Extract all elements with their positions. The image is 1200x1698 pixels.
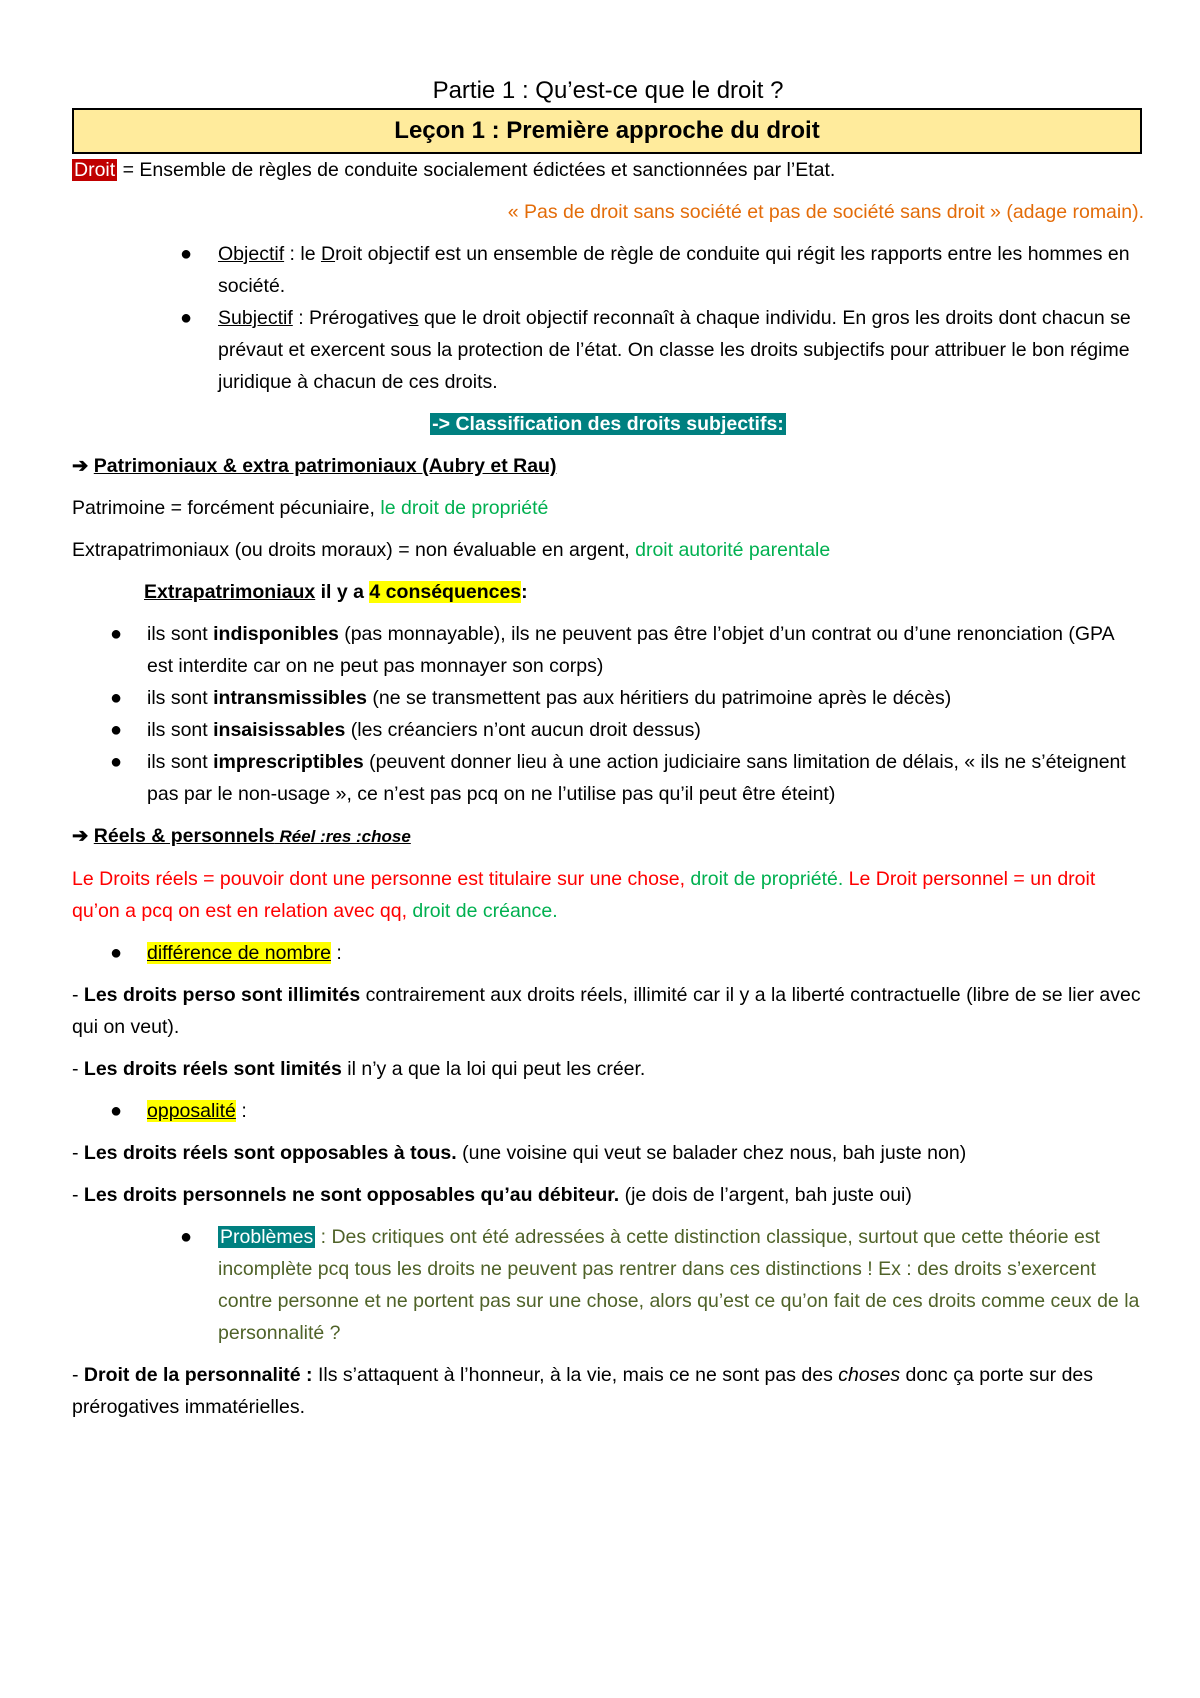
classification-paragraph xyxy=(72,408,1144,440)
item-text: (les créanciers n’ont aucun droit dessus) xyxy=(345,719,701,741)
patrimoine-example: le droit de propriété xyxy=(380,497,549,519)
section2-heading-row xyxy=(72,820,1144,853)
list-item xyxy=(72,714,1144,746)
difference-list xyxy=(72,937,1144,969)
consequences-mid: il y a xyxy=(315,581,370,603)
item-prefix: ils sont xyxy=(147,687,214,709)
problemes-label: Problèmes xyxy=(220,1226,314,1248)
page-title: Partie 1 : Qu’est-ce que le droit ? xyxy=(432,77,784,104)
subjectif-text-b: que le droit objectif reconnaît à chaque individu. En gros les droits dont chacun se prévaut et exercent sous la protection de l’état. On classe les droits subjectifs pour attribuer le bon régime juridique à chacun de ces droits. xyxy=(218,307,1131,393)
adage-quote: « Pas de droit sans société et pas de société sans droit » xyxy=(507,201,1001,223)
bullet-icon: ● xyxy=(180,1226,193,1248)
opposalite-colon: : xyxy=(235,1100,247,1122)
subjectif-term: Subjectif xyxy=(218,307,293,329)
list-item xyxy=(72,1221,1144,1349)
dash: - xyxy=(72,1142,84,1164)
section2-heading: Réels & personnels xyxy=(93,825,275,847)
item-term: indisponibles xyxy=(213,623,339,645)
item-prefix: ils sont xyxy=(147,719,214,741)
objectif-term: Objectif xyxy=(218,243,285,265)
personnalite-bold: Droit de la personnalité : xyxy=(83,1364,313,1386)
list-item xyxy=(72,302,1144,398)
problemes-list xyxy=(72,1221,1144,1349)
list-item xyxy=(72,682,1144,714)
extra-text: Extrapatrimoniaux (ou droits moraux) = non évaluable en argent, xyxy=(72,539,636,561)
problemes-text: : Des critiques ont été adressées à cette distinction classique, surtout que cette théorie est incomplète pcq tous les droits ne peuvent pas rentrer dans ces distinctions ! Ex : des droits s’exercent contre personne et ne portent pas sur une chose, alors qu’est ce qu’on fait de ces droits comme ceux de la personnalité ? xyxy=(218,1226,1140,1344)
difference-2-text: il n’y a que la loi qui peut les créer. xyxy=(341,1058,646,1080)
opposalite-2-bold: Les droits personnels ne sont opposables qu’au débiteur. xyxy=(83,1184,620,1206)
bullet-icon: ● xyxy=(110,719,123,741)
classification-heading: -> Classification des droits subjectifs: xyxy=(432,413,784,435)
personnel-definition: Le Droit personnel = un droit qu’on a pcq on est en relation avec qq, xyxy=(72,868,1096,922)
list-item xyxy=(72,746,1144,810)
difference-label: différence de nombre xyxy=(147,942,331,964)
extra-example: droit autorité parentale xyxy=(635,539,831,561)
bullet-icon: ● xyxy=(110,687,123,709)
bullet-icon: ● xyxy=(110,942,123,964)
personnalite-italic: choses xyxy=(838,1364,901,1386)
objectif-letter: D xyxy=(320,243,336,265)
consequences-term: Extrapatrimoniaux xyxy=(144,581,316,603)
consequences-list xyxy=(72,618,1144,810)
consequences-highlight: 4 conséquences xyxy=(369,581,522,603)
opposalite-list xyxy=(72,1095,1144,1127)
objectif-text: roit objectif est un ensemble de règle de conduite qui régit les rapports entre les hommes en société. xyxy=(218,243,1130,297)
patrimoine-text: Patrimoine = forcément pécuniaire, xyxy=(72,497,381,519)
opposalite-point-2 xyxy=(72,1179,1144,1211)
adage-source: (adage romain). xyxy=(1000,201,1144,223)
patrimoine-paragraph xyxy=(72,492,1144,524)
dash: - xyxy=(72,984,84,1006)
list-item xyxy=(72,238,1144,302)
bullet-icon: ● xyxy=(110,623,123,645)
subjectif-underlined-letter: s xyxy=(408,307,419,329)
objectif-sep: : le xyxy=(284,243,321,265)
list-item xyxy=(72,618,1144,682)
difference-1-bold: Les droits perso sont illimités xyxy=(83,984,361,1006)
item-text: (peuvent donner lieu à une action judiciaire sans limitation de délais, « ils ne s’éteignent pas par le non-usage », ce n’est pas pcq on ne l’utilise pas qu’il peut être éteint) xyxy=(147,751,1126,805)
reels-definition: Le Droits réels = pouvoir dont une personne est titulaire sur une chose, xyxy=(72,868,691,890)
difference-point-1 xyxy=(72,979,1144,1043)
item-prefix: ils sont xyxy=(147,623,214,645)
item-term: intransmissibles xyxy=(213,687,368,709)
opposalite-1-bold: Les droits réels sont opposables à tous. xyxy=(83,1142,457,1164)
opposalite-point-1 xyxy=(72,1137,1144,1169)
personnalite-text-b: donc ça porte sur des prérogatives immatérielles. xyxy=(72,1364,1094,1418)
adage-paragraph xyxy=(72,196,1144,228)
personnel-example: droit de créance. xyxy=(412,900,558,922)
difference-1-text: contrairement aux droits réels, illimité car il y a la liberté contractuelle (libre de se lier avec qui on veut). xyxy=(72,984,1141,1038)
bullet-icon: ● xyxy=(110,1100,123,1122)
difference-colon: : xyxy=(330,942,342,964)
subjectif-text-a: : Prérogative xyxy=(292,307,409,329)
item-term: imprescriptibles xyxy=(213,751,364,773)
section1-heading-row xyxy=(72,450,1144,482)
difference-2-bold: Les droits réels sont limités xyxy=(83,1058,342,1080)
bullet-icon: ● xyxy=(180,307,193,329)
document-body xyxy=(72,74,1144,1423)
personnalite-text-a: Ils s’attaquent à l’honneur, à la vie, mais ce ne sont pas des xyxy=(312,1364,839,1386)
reels-example: droit de propriété. xyxy=(690,868,844,890)
dash: - xyxy=(72,1184,84,1206)
consequences-end: : xyxy=(521,581,528,603)
bullet-icon: ● xyxy=(180,243,193,265)
objective-subjective-list xyxy=(72,238,1144,398)
opposalite-1-text: (une voisine qui veut se balader chez nous, bah juste non) xyxy=(456,1142,967,1164)
definition-term: Droit xyxy=(74,159,116,181)
list-item xyxy=(72,937,1144,969)
section2-subheading: Réel :res :chose xyxy=(274,827,411,846)
item-text: (ne se transmettent pas aux héritiers du patrimoine après le décès) xyxy=(367,687,952,709)
opposalite-label: opposalité xyxy=(147,1100,236,1122)
arrow-right-icon: ➔ xyxy=(72,825,89,847)
dash: - xyxy=(72,1058,84,1080)
list-item xyxy=(72,1095,1144,1127)
item-term: insaisissables xyxy=(213,719,346,741)
definition-paragraph xyxy=(72,154,1144,186)
personnalite-paragraph xyxy=(72,1359,1144,1423)
difference-point-2 xyxy=(72,1053,1144,1085)
bullet-icon: ● xyxy=(110,751,123,773)
item-text: (pas monnayable), ils ne peuvent pas être l’objet d’un contrat ou d’une renonciation (GPA est interdite car on ne peut pas monnayer son corps) xyxy=(147,623,1114,677)
dash: - xyxy=(72,1364,84,1386)
reels-personnels-definition xyxy=(72,863,1144,927)
opposalite-2-text: (je dois de l’argent, bah juste oui) xyxy=(619,1184,912,1206)
definition-text: = Ensemble de règles de conduite socialement édictées et sanctionnées par l’Etat. xyxy=(117,159,836,181)
extrapatrimoniaux-paragraph xyxy=(72,534,1144,566)
consequences-heading xyxy=(72,576,1144,608)
arrow-right-icon: ➔ xyxy=(72,455,89,477)
lesson-title: Leçon 1 : Première approche du droit xyxy=(72,108,1142,154)
section1-heading: Patrimoniaux & extra patrimoniaux (Aubry et Rau) xyxy=(93,455,557,477)
item-prefix: ils sont xyxy=(147,751,214,773)
